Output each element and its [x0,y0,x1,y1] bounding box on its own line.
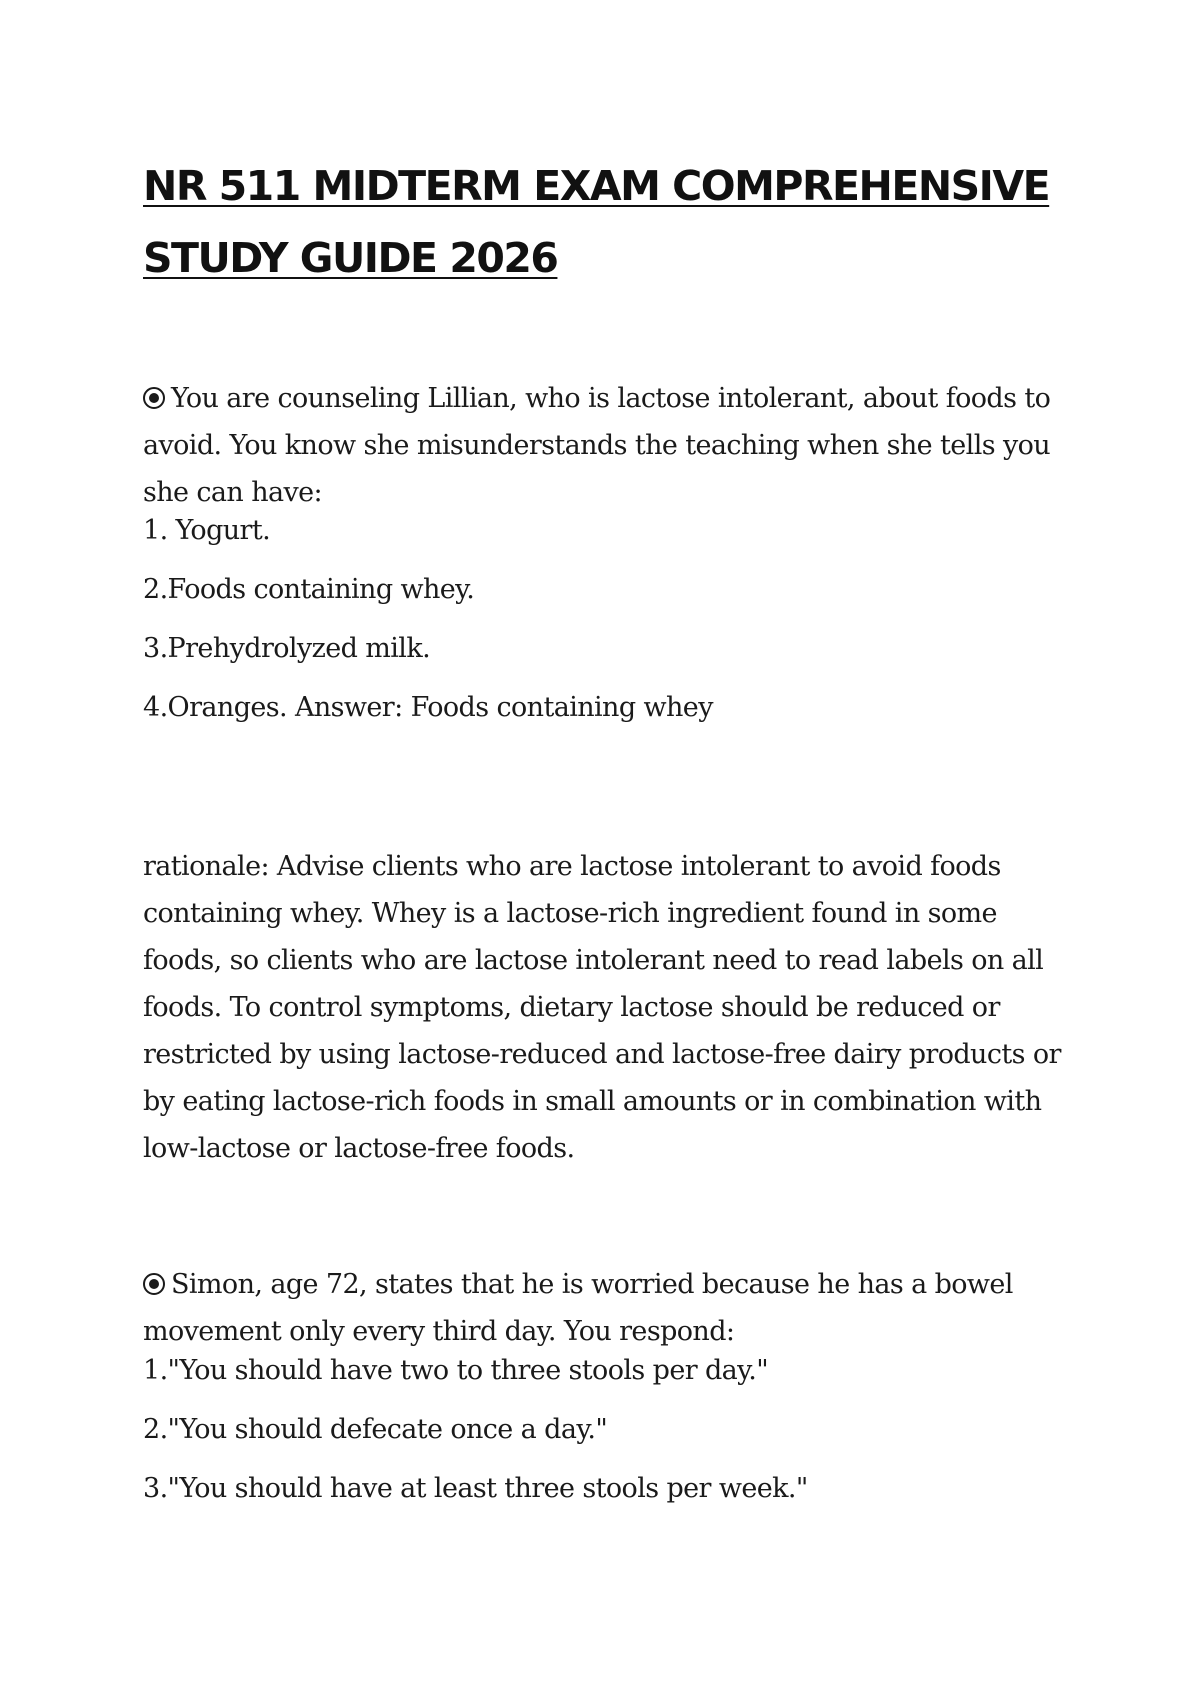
question-1-option-3: 3.Prehydrolyzed milk. [143,633,431,664]
question-2-option-3: 3."You should have at least three stools per week." [143,1473,808,1504]
question-1-option-4-answer: 4.Oranges. Answer: Foods containing whey [143,692,713,723]
question-2-stem [143,1261,1073,1355]
question-1 [143,375,1073,516]
title-line-2: STUDY GUIDE 2026 [143,234,558,282]
question-2-text: Simon, age 72, states that he is worried because he has a bowel movement only every third day. You respond: [143,1269,1013,1347]
document-page [143,150,1073,1504]
question-2-option-2: 2."You should defecate once a day." [143,1414,608,1445]
question-1-option-1: 1. Yogurt. [143,515,271,546]
radio-bullet-icon [143,1273,165,1295]
title-line-1: NR 511 MIDTERM EXAM COMPREHENSIVE [143,162,1050,210]
question-1-option-2: 2.Foods containing whey. [143,574,475,605]
question-1-text: You are counseling Lillian, who is lactose intolerant, about foods to avoid. You know she misunderstands the teaching when she tells you she can have: [143,383,1051,508]
question-1-stem [143,375,1073,516]
document-title [143,150,1073,294]
question-2 [143,1261,1073,1355]
question-1-rationale: rationale: Advise clients who are lactose intolerant to avoid foods containing whey. Whey is a lactose-rich ingredient found in some foods, so clients who are lactose intolerant need to read labels on all foods. To control symptoms, dietary lactose should be reduced or restricted by using lactose-reduced and lactose-free dairy products or by eating lactose-rich foods in small amounts or in combination with low-lactose or lactose-free foods. [143,851,1061,1164]
radio-bullet-icon [143,387,165,409]
question-2-option-1: 1."You should have two to three stools per day." [143,1355,769,1386]
